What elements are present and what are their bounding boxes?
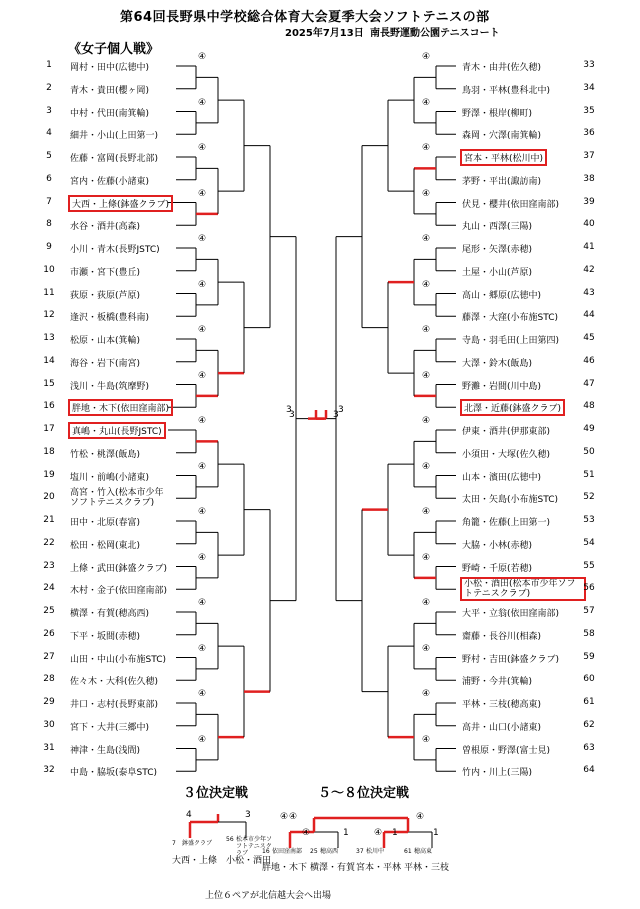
right-entry-number: 56 <box>583 583 595 594</box>
score-four: ④ <box>422 234 431 244</box>
right-entry-number: 61 <box>583 697 595 707</box>
score-four: ④ <box>198 143 207 153</box>
right-entry-pair: 森岡・穴澤(南箕輪) <box>462 131 542 142</box>
left-entry-pair: 荻原・荻原(芦原) <box>70 290 141 301</box>
right-entry-number: 50 <box>583 446 595 457</box>
left-entry-number: 12 <box>43 310 55 321</box>
left-entry-number: 6 <box>46 173 52 184</box>
fifth-entry-school: 松川中 <box>366 848 385 855</box>
right-entry-pair: 青木・由井(佐久穂) <box>462 63 542 73</box>
fifth-entry-pair: 横澤・有賀 <box>310 863 356 873</box>
right-entry-number: 35 <box>583 105 595 116</box>
score-four: ④ <box>422 689 431 699</box>
right-entry-number: 46 <box>583 355 595 366</box>
right-entry-number: 54 <box>583 537 595 548</box>
score-four: ④ <box>422 643 431 654</box>
final-left-score: 3 <box>289 410 295 420</box>
right-entry-pair: 角籠・佐藤(上田第一) <box>462 518 551 528</box>
right-entry-number: 64 <box>583 765 595 776</box>
left-entry-pair: 青木・貴田(櫻ヶ岡) <box>70 85 150 96</box>
right-entry-pair: 藤澤・大窪(小布施STC) <box>462 313 558 324</box>
right-entry-number: 34 <box>583 82 595 93</box>
right-entry-number: 39 <box>583 196 595 207</box>
score-four: ④ <box>198 370 207 381</box>
left-entry-pair: 真嶋・丸山(長野JSTC) <box>70 424 164 437</box>
score-four: ④ <box>198 279 207 290</box>
score-four: ④ <box>198 552 207 563</box>
right-entry-pair: 丸山・西澤(三陽) <box>462 222 533 233</box>
third-right-score: 3 <box>245 810 251 820</box>
right-entry-pair: 大平・立翁(依田窪南部) <box>462 609 560 619</box>
right-entry-number: 59 <box>583 651 595 662</box>
left-entry-pair: 水谷・酒井(高森) <box>70 222 141 233</box>
fifth-score: ④ <box>280 812 289 822</box>
right-entry-number: 43 <box>583 287 595 298</box>
left-entry-pair: 岡村・田中(広徳中) <box>70 63 150 73</box>
fifth-entry-school: 依田窪南部 <box>272 848 303 855</box>
fifth-entry-pair: 平林・三枝 <box>404 863 450 873</box>
score-four: ④ <box>422 370 431 381</box>
score-four: ④ <box>422 598 431 608</box>
right-entry-pair: 伊東・酒井(伊那東部) <box>462 427 551 437</box>
right-entry-number: 52 <box>583 492 595 503</box>
right-entry-pair: 寺島・羽毛田(上田第四) <box>462 336 560 346</box>
venue: 南長野運動公園テニスコート <box>370 28 500 39</box>
score-four: ④ <box>198 234 207 244</box>
final-right-score: 3 <box>333 410 339 420</box>
score-four: ④ <box>422 188 431 199</box>
left-entry-pair: 大西・上條(鉢盛クラブ) <box>70 197 171 210</box>
right-entry-pair: 大脇・小林(赤穂) <box>462 540 533 551</box>
right-entry-pair: 小須田・大塚(佐久穂) <box>462 449 551 460</box>
fifth-score: 1 <box>343 828 349 838</box>
semi-left-score: 3 <box>286 404 292 415</box>
score-four: ④ <box>198 52 207 62</box>
right-entry-number: 40 <box>583 219 595 230</box>
fifth-score: 1 <box>392 828 398 838</box>
left-entry-number: 26 <box>43 628 55 639</box>
right-entry-number: 41 <box>583 242 595 252</box>
right-entry-pair: 宮本・平林(松川中) <box>462 151 545 164</box>
right-entry-pair: 大澤・鈴木(飯島) <box>462 358 533 369</box>
right-entry-number: 44 <box>583 310 595 321</box>
left-entry-pair: 宮下・大井(三郷中) <box>70 722 150 733</box>
fifth-entry-pair: 宮本・平林 <box>356 863 402 873</box>
right-entry-pair: 竹内・川上(三陽) <box>462 768 533 779</box>
third-right-school: 松本市少年ソフトテニスクラブ <box>236 836 273 857</box>
right-entry-number: 47 <box>583 378 595 389</box>
left-entry-number: 15 <box>43 378 55 389</box>
left-entry-pair: 上條・武田(鉢盛クラブ) <box>70 563 168 574</box>
left-entry-number: 3 <box>46 105 52 116</box>
score-four: ④ <box>422 52 431 62</box>
left-entry-number: 23 <box>43 560 55 571</box>
left-entry-number: 16 <box>43 401 55 412</box>
left-entry-pair: 佐々木・大科(佐久穂) <box>70 677 159 688</box>
right-entry-pair: 尾形・矢澤(赤穂) <box>462 245 533 255</box>
fifth-score: ④ <box>302 828 311 838</box>
right-entry-pair: 齋藤・長谷川(相森) <box>462 631 542 642</box>
left-entry-pair: 小川・青木(長野JSTC) <box>70 245 160 255</box>
right-entry-number: 58 <box>583 628 595 639</box>
left-entry-number: 9 <box>46 242 52 252</box>
right-entry-pair: 浦野・今井(箕輪) <box>462 677 533 688</box>
section-title: 《女子個人戦》 <box>68 42 160 57</box>
left-entry-pair: 井口・志村(長野東部) <box>70 700 159 710</box>
left-entry-pair: 竹松・桃澤(飯島) <box>70 449 141 460</box>
left-entry-number: 13 <box>43 333 55 343</box>
right-entry-number: 48 <box>583 401 595 412</box>
right-entry-pair: 小松・酒田(松本市少年ソフトテニスクラブ) <box>462 579 584 599</box>
right-entry-pair: 野崎・千原(若穂) <box>462 563 533 574</box>
fifth-score: ④ <box>416 812 425 822</box>
left-entry-pair: 細井・小山(上田第一) <box>70 131 159 142</box>
left-entry-pair: 宮内・佐藤(小諸東) <box>70 176 150 187</box>
score-four: ④ <box>422 325 431 335</box>
left-entry-number: 7 <box>46 196 52 207</box>
left-entry-number: 18 <box>43 446 55 457</box>
right-entry-pair: 山本・濱田(広徳中) <box>462 472 542 483</box>
left-entry-pair: 佐藤・富岡(長野北部) <box>70 154 159 164</box>
left-entry-number: 21 <box>43 515 55 525</box>
left-entry-pair: 塩川・前嶋(小諸東) <box>70 472 150 483</box>
footer-note: 上位６ペアが北信越大会へ出場 <box>205 891 332 901</box>
left-entry-pair: 胖地・木下(依田窪南部) <box>70 401 171 414</box>
page-title: 第64回長野県中学校総合体育大会夏季大会ソフトテニスの部 <box>120 10 490 25</box>
right-entry-pair: 伏見・櫻井(依田窪南部) <box>462 199 560 210</box>
right-entry-pair: 野村・吉田(鉢盛クラブ) <box>462 654 560 665</box>
left-entry-pair: 木村・金子(依田窪南部) <box>70 586 168 597</box>
score-four: ④ <box>198 461 207 472</box>
right-entry-pair: 北澤・近藤(鉢盛クラブ) <box>462 401 563 414</box>
left-entry-number: 27 <box>43 651 55 662</box>
third-left-score: 4 <box>186 810 192 820</box>
left-entry-pair: 神津・生島(浅間) <box>70 745 141 756</box>
left-entry-number: 25 <box>43 606 55 616</box>
fifth-entry-school: 穂高東 <box>414 848 433 855</box>
score-four: ④ <box>422 279 431 290</box>
third-right-pair: 小松・酒田 <box>226 856 272 866</box>
score-four: ④ <box>198 97 207 108</box>
score-four: ④ <box>198 643 207 654</box>
third-left-school: 鉢盛クラブ <box>182 840 213 847</box>
left-entry-number: 10 <box>43 264 55 275</box>
left-entry-pair: 市瀬・宮下(豊丘) <box>70 267 141 278</box>
fifth-entry-number: 16 <box>262 848 270 855</box>
third-place-title: ３位決定戦 <box>183 786 249 801</box>
left-entry-pair: 山田・中山(小布施STC) <box>70 654 166 665</box>
right-entry-number: 36 <box>583 128 595 139</box>
right-entry-number: 51 <box>583 469 595 480</box>
left-entry-pair: 中村・代田(南箕輪) <box>70 108 150 119</box>
score-four: ④ <box>422 734 431 745</box>
right-entry-pair: 平林・三枝(穂高東) <box>462 700 542 710</box>
score-four: ④ <box>422 552 431 563</box>
right-entry-number: 49 <box>583 424 595 434</box>
left-entry-pair: 海谷・岩下(南宮) <box>70 358 141 369</box>
left-entry-number: 30 <box>43 719 55 730</box>
left-entry-pair: 逢沢・板橋(豊科南) <box>70 313 150 324</box>
left-entry-number: 14 <box>43 355 55 366</box>
left-entry-number: 29 <box>43 697 55 707</box>
score-four: ④ <box>198 689 207 699</box>
right-entry-number: 53 <box>583 515 595 525</box>
right-entry-number: 45 <box>583 333 595 343</box>
right-entry-number: 33 <box>583 60 595 70</box>
left-entry-pair: 田中・北原(春富) <box>70 518 141 528</box>
score-four: ④ <box>422 97 431 108</box>
score-four: ④ <box>198 188 207 199</box>
right-entry-number: 62 <box>583 719 595 730</box>
score-four: ④ <box>422 507 431 517</box>
fifth-score: 1 <box>433 828 439 838</box>
score-four: ④ <box>422 416 431 426</box>
score-four: ④ <box>422 461 431 472</box>
right-entry-pair: 土屋・小山(芦原) <box>462 267 533 278</box>
score-four: ④ <box>198 325 207 335</box>
left-entry-number: 5 <box>46 151 52 161</box>
fifth-entry-number: 37 <box>356 848 364 855</box>
left-entry-number: 8 <box>46 219 52 230</box>
right-entry-pair: 茅野・平出(諏訪南) <box>462 176 542 187</box>
left-entry-number: 2 <box>46 82 52 93</box>
left-entry-pair: 高宮・竹入(松本市少年ソフトテニスクラブ) <box>70 488 164 509</box>
third-right-no: 56 <box>226 836 234 843</box>
fifth-entry-number: 61 <box>404 848 412 855</box>
left-entry-number: 19 <box>43 469 55 480</box>
right-entry-pair: 野灘・岩間(川中島) <box>462 381 542 392</box>
left-entry-number: 28 <box>43 674 55 685</box>
score-four: ④ <box>198 598 207 608</box>
left-entry-pair: 浅川・牛島(筑摩野) <box>70 381 150 392</box>
third-left-pair: 大西・上條 <box>172 856 218 866</box>
score-four: ④ <box>198 734 207 745</box>
left-entry-number: 11 <box>43 287 55 298</box>
right-entry-number: 57 <box>583 606 595 616</box>
left-entry-pair: 中島・脇坂(泰阜STC) <box>70 768 157 779</box>
score-four: ④ <box>198 507 207 517</box>
right-entry-number: 38 <box>583 173 595 184</box>
left-entry-number: 24 <box>43 583 55 594</box>
fifth-entry-number: 25 <box>310 848 318 855</box>
left-entry-pair: 松原・山本(箕輪) <box>70 336 141 346</box>
right-entry-number: 63 <box>583 742 595 753</box>
left-entry-number: 20 <box>43 492 55 503</box>
right-entry-pair: 太田・矢島(小布施STC) <box>462 495 558 506</box>
right-entry-pair: 高井・山口(小諸東) <box>462 722 542 733</box>
semi-right-score: 3 <box>338 404 344 415</box>
fifth-place-title: ５～８位決定戦 <box>318 786 410 801</box>
fifth-score: ④ <box>289 812 298 822</box>
score-four: ④ <box>422 143 431 153</box>
score-four: ④ <box>198 416 207 426</box>
left-entry-number: 4 <box>46 128 52 139</box>
right-entry-number: 60 <box>583 674 595 685</box>
fifth-entry-pair: 胖地・木下 <box>262 863 308 873</box>
left-entry-number: 22 <box>43 537 55 548</box>
left-entry-number: 31 <box>43 742 55 753</box>
right-entry-pair: 野澤・根岸(柳町) <box>462 108 533 119</box>
right-entry-pair: 高山・郷原(広徳中) <box>462 290 542 301</box>
right-entry-pair: 曽根原・野澤(富士見) <box>462 745 551 756</box>
date: 2025年7月13日 <box>285 28 364 39</box>
left-entry-number: 32 <box>43 765 55 776</box>
right-entry-number: 42 <box>583 264 595 275</box>
fifth-score: ④ <box>374 828 383 838</box>
fifth-entry-school: 穂高西 <box>320 848 339 855</box>
right-entry-number: 37 <box>583 151 595 161</box>
right-entry-pair: 鳥羽・平林(豊科北中) <box>462 85 551 96</box>
left-entry-number: 1 <box>46 60 52 70</box>
third-left-no: 7 <box>172 840 176 847</box>
left-entry-pair: 下平・坂間(赤穂) <box>70 631 141 642</box>
left-entry-number: 17 <box>43 424 55 434</box>
left-entry-pair: 横澤・有賀(穂高西) <box>70 609 150 619</box>
left-entry-pair: 松田・松岡(東北) <box>70 540 141 551</box>
right-entry-number: 55 <box>583 560 595 571</box>
